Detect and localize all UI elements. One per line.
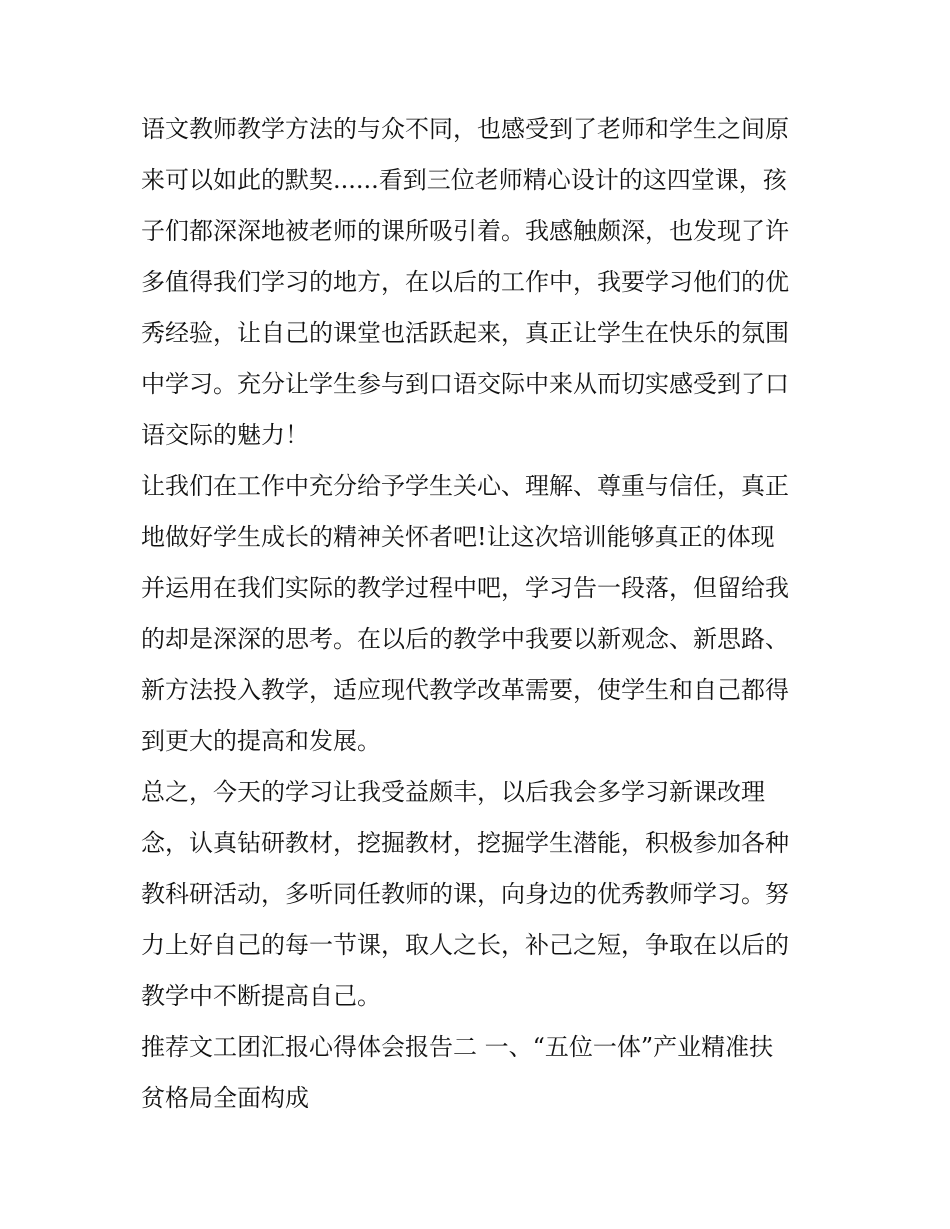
- text-line: 来可以如此的默契......看到三位老师精心设计的这四堂课，孩: [141, 166, 787, 194]
- paragraph-1: [141, 104, 821, 461]
- text-line: 中学习。充分让学生参与到口语交际中来从而切实感受到了口: [141, 370, 789, 398]
- text-line: 总之，今天的学习让我受益颇丰，以后我会多学习新课改理: [141, 778, 765, 806]
- text-line: 秀经验，让自己的课堂也活跃起来，真正让学生在快乐的氛围: [141, 319, 789, 347]
- text-line: 多值得我们学习的地方，在以后的工作中，我要学习他们的优: [141, 268, 789, 296]
- text-line: 念，认真钻研教材，挖掘教材，挖掘学生潜能，积极参加各种: [141, 829, 789, 857]
- text-line: 的却是深深的思考。在以后的教学中我要以新观念、新思路、: [141, 625, 789, 653]
- text-line: 子们都深深地被老师的课所吸引着。我感触颇深，也发现了许: [141, 217, 789, 245]
- paragraph-4: [141, 1022, 821, 1124]
- paragraph-3: [141, 767, 821, 1022]
- text-line: 新方法投入教学，适应现代教学改革需要，使学生和自己都得: [141, 676, 789, 704]
- text-line: 教科研活动，多听同任教师的课，向身边的优秀教师学习。努: [141, 880, 789, 908]
- text-line: 教学中不断提高自己。: [141, 982, 381, 1010]
- text-line: 语文教师教学方法的与众不同，也感受到了老师和学生之间原: [141, 115, 789, 143]
- text-line: 贫格局全面构成: [141, 1084, 309, 1112]
- paragraph-2: [141, 461, 821, 767]
- text-line: 到更大的提高和发展。: [141, 727, 381, 755]
- text-line: 语交际的魅力！: [141, 421, 309, 449]
- text-line: 并运用在我们实际的教学过程中吧，学习告一段落，但留给我: [141, 574, 789, 602]
- text-line: 力上好自己的每一节课，取人之长，补己之短，争取在以后的: [141, 931, 789, 959]
- text-line: 地做好学生成长的精神关怀者吧!让这次培训能够真正的体现: [141, 523, 775, 551]
- document-body: [141, 104, 821, 1124]
- text-line: 让我们在工作中充分给予学生关心、理解、尊重与信任，真正: [141, 472, 789, 500]
- text-line: 推荐文工团汇报心得体会报告二 一、“五位一体”产业精准扶: [141, 1033, 774, 1061]
